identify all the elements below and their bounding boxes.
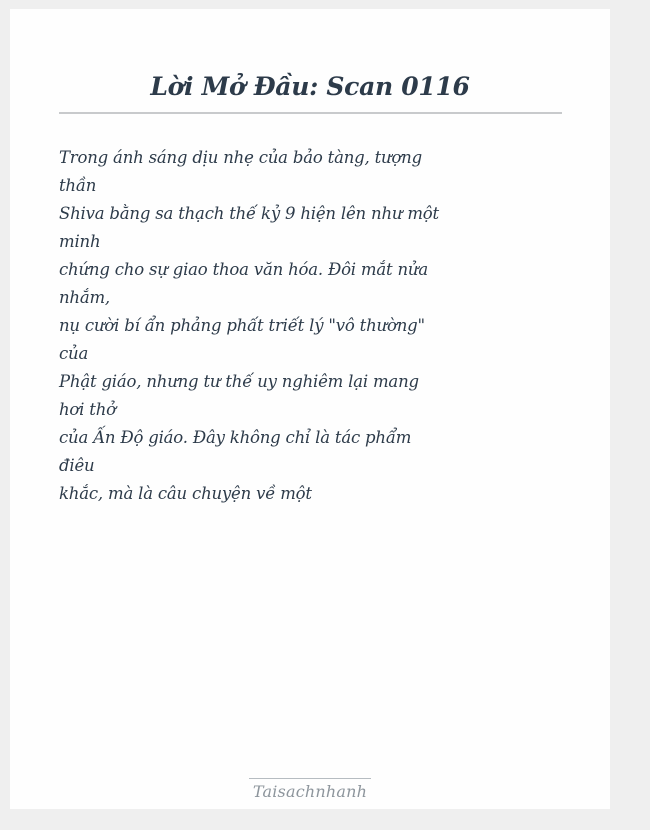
body-line: Phật giáo, nhưng tư thế uy nghiêm lại mang — [59, 372, 419, 391]
body-line: khắc, mà là câu chuyện về một — [59, 484, 312, 503]
body-line: điêu — [59, 456, 95, 475]
body-line: Shiva bằng sa thạch thế kỷ 9 hiện lên như một — [59, 204, 439, 223]
title-divider — [59, 112, 562, 114]
page-title: Lời Mở Đầu: Scan 0116 — [150, 72, 470, 101]
body-line: chứng cho sự giao thoa văn hóa. Đôi mắt nửa — [59, 260, 428, 279]
body-line: của Ấn Độ giáo. Đây không chỉ là tác phẩm — [59, 428, 412, 447]
body-line: nụ cười bí ẩn phảng phất triết lý "vô thường" — [59, 316, 425, 335]
body-line: Trong ánh sáng dịu nhẹ của bảo tàng, tượng — [59, 148, 422, 167]
body-line: thần — [59, 176, 97, 195]
body-line: minh — [59, 232, 101, 251]
body-line: nhắm, — [59, 288, 110, 307]
body-line: của — [59, 344, 89, 363]
body-line: hơi thở — [59, 400, 116, 419]
footer-watermark: Taisachnhanh — [252, 782, 368, 801]
document-page — [10, 9, 610, 809]
body-text-block — [59, 144, 570, 508]
page-footer — [10, 778, 610, 805]
